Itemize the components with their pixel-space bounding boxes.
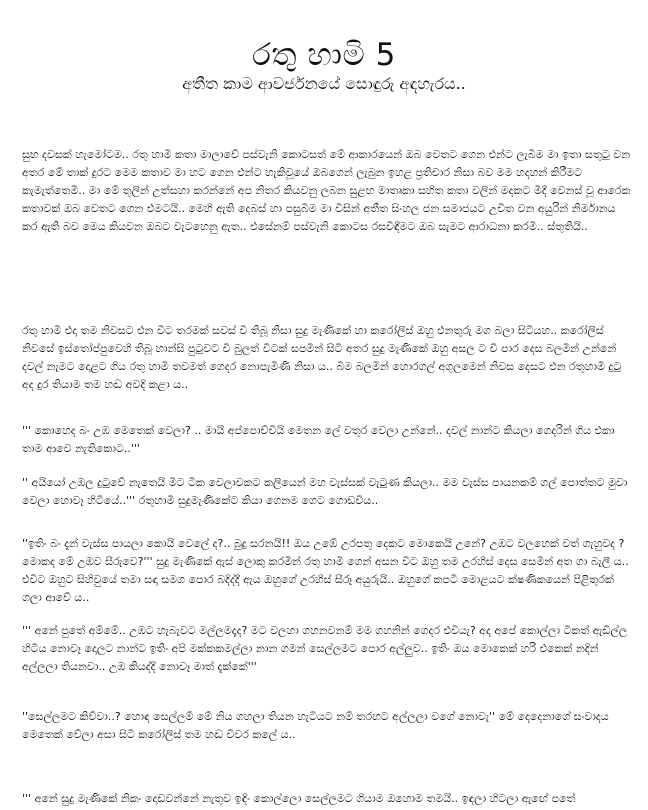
page-title: රතු හාමි 5 bbox=[252, 36, 396, 73]
dialogue-paragraph: ''' අනේ පුතේ අම්මේ.. උඹට හැබැවට මල්ලමදෑද? මට වලහා ගහනවනම් මම ගහනින් ගෙදර එවියැ? අද අපේ කොල්ලා ටිකත් ඇඩිල්ල හිටිය නොවෑ දොලට නාන්ට ඉතිං අපි මක්කකමල්ලා නාන ගමන් සෙල්ලමට පොර අල්ලුව.. ඉතිං ඔය මොකෙක් හරි එකෙක් නදින් අල්ලලා තියනවා.. උඹ කියද්දී නොවෑ මාත් දැක්කේ''' bbox=[22, 624, 628, 673]
page-subtitle: අතීත කාම ආවර්ජනයේ සොඳුරු අඳහැරය.. bbox=[182, 74, 466, 93]
story-paragraph: රතු හාමි එදා තම නිවසට එන විට තරමක් සවස් වී තිබූ නිසා සුදු මැණිකේ හා කරෝලිස් ඔහු එනතුරු මග බලා සිටියහ.. කරෝලිස් නිවසේ ඉස්තෝප්පුවෙහි තිබූ හාන්සි පුටුවට වී බුලත් විටක් සපමින් සිටි අතර සුදු මැණිකේ ඔහු අසල ට වී පාර දෙස බලමින් උන්නේ දවල් නැමට දොළට ගිය රතු හාමි තවමත් ගෙදර නොපැමිණි නිසා ය.. බිම බලමින් හොරගල් අගුලමෙන් නිවස දෙසට එන රතුහාමි දුටු අද දුර තියාම තම හඬ අවදි කළා ය.. bbox=[22, 324, 622, 391]
dialogue-paragraph: ''' කොහෙද බං උඹ මෙතෙක් වෙලා? .. මායි අප්පොච්චියි මෙතන ලේ වතුර වෙලා උන්නේ.. දවල් නාන්ට කියලා ගෙදරින් ගිය එකා තාම ආවෙ නැතිකොට..''' bbox=[22, 424, 615, 455]
dialogue-paragraph: ''සෙල්ලමට කිව්වා..? හොඳ සෙල්ලම් මේ නිය ගහලා තියන හැටියට නම් තරහට අල්ලලා වගේ නොවැ'' මේ දෙදෙනාගේ සංවාදය මෙතෙක් වේලා අසා සිටි කරෝලිස් තම හඬ විවර කලේ ය.. bbox=[22, 710, 609, 741]
dialogue-paragraph: '' අයියෝ උඹල දුටුවේ නැතෙයි මිට ටික වෙලාවකට කලියෙන් මහ වැස්සක් වැටුණ කියලා.. මම වැස්ස පායනකම් ගල් පොත්තට මුවා වෙලා හොවෑ හිටියේ..''' රතුහාමි සුදුමැණිකේට කියා ගෙනම ගෙට ගොඩවිය.. bbox=[22, 476, 628, 507]
intro-paragraph: සුභ දවසක් හැමෝටම.. රතු හාමි කතා මාලාවේ පස්වැනි කොටසත් මේ ආකාරයෙන් ඔබ වෙතට ගෙන එන්ට ලැබීම මා ඉතා සතුටු වන අතර මේ තාක් දුරට මෙම කතාව මා හට ගෙන එන්ට හැකිවූයේ ඔබගෙන් ලැබුන ඉහළ ප්‍රතිචාර නිසා බව මම හදහන් කිරීමට කැමැත්තෙමි.. මා මේ තුලින් උත්සහා කරන්නේ අප නිතර කියවනු ලබන සුළභ මාතෘකා සහිත කතා වලින් මදකට මිදී වෙනස් වූ ආරෙක කතාවක් ඔබ වෙතට ගෙන එමටයි.. මෙහි ඇති දෙබස් හා පසුබිම මා විසින් අතීත සිංහල ජන සමාජයට උචිත වන අයුරින් නිර්මානය කර ඇති බව මෙය කියවන ඔබට වැටහෙනු ඇත.. එසේනම් පස්වැනි කොටස රසවිඳීමට ඔබ සැමට ආරාධනා කරමි.. ස්තුතියි.. bbox=[22, 148, 631, 233]
dialogue-paragraph: ''' අනේ සුදු මැණිකේ නිකං දොඩවන්නේ නැතුව ඉඳිං කොල්ලො සෙල්ලමට ගියාම ඔහොම තමයි.. ඉඳලා හිටලා ඇඟේ පතේ bbox=[22, 792, 576, 805]
dialogue-paragraph: ''ඉතිං බං දැන් වැස්ස පායලා කොයි වෙලේ ද?.. බුදු සරනයි!! ඔය උඹේ උරපතු දෙකට මොකෙයි උනේ? උඹට වලහෙක් වත් ගැහුවද ? මොකද මේ උඹව සීරුවෙ?''' සුදු මැණිකේ ඇස් ලොකු කරමින් රතු හාමි ගෙන් අසන විට ඔහු තම උරහිස් දෙස සෙමින් අත ගා බැලී ය.. එවිට ඔහුට සිහිවුයේ තමා සඳා සමග පොර බදිද්දී ඇය ඔහුගේ උරහිස් සීරූ අයුරුයි.. ඔහුගේ කපටි මොළයට ක්ෂණිකයෙන් පිළිතුරක් ගලා ආවේ ය.. bbox=[22, 537, 629, 604]
